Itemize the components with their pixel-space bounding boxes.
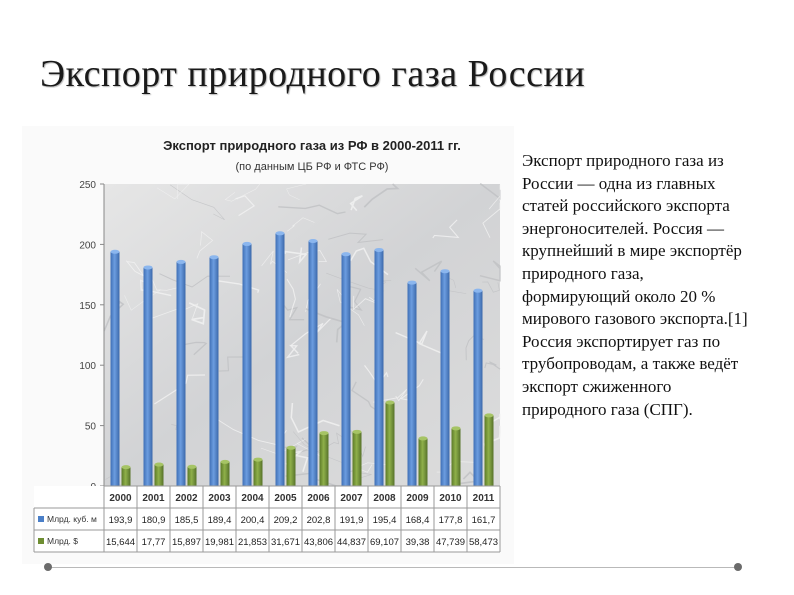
x-tick-label: 2004: [241, 493, 264, 504]
bar-value-2002: [188, 467, 197, 486]
y-tick-label: 150: [79, 300, 96, 312]
data-label: 44,837: [336, 537, 367, 548]
description-text: Экспорт природного газа из России — одна из главных статей российского экспорта энергоносителей. Россия — крупнейший в мире экспортёр природного газа, формирующий около 20 % мирового газового экспорта.[1] Россия экспортирует газ по трубопроводам, а также ведёт экспорт сжиженного природного газа (СПГ).: [522, 151, 748, 419]
bar-cap: [342, 252, 351, 256]
data-label: 69,107: [369, 537, 400, 548]
bar-volume-2002: [177, 262, 186, 486]
bar-cap: [485, 413, 494, 417]
bar-cap: [386, 401, 395, 405]
data-label: 43,806: [303, 537, 334, 548]
data-label: 39,38: [405, 537, 430, 548]
x-tick-label: 2002: [175, 493, 198, 504]
data-label: 185,5: [174, 515, 199, 526]
bar-cap: [111, 250, 120, 254]
data-label: 200,4: [240, 515, 265, 526]
x-tick-label: 2000: [109, 493, 132, 504]
bar-cap: [320, 431, 329, 435]
x-tick-label: 2008: [373, 493, 396, 504]
bar-value-2004: [254, 460, 263, 486]
bar-volume-2000: [111, 252, 120, 486]
bar-cap: [210, 255, 219, 259]
bar-volume-2005: [276, 233, 285, 486]
bar-volume-2011: [474, 291, 483, 486]
bar-cap: [177, 260, 186, 264]
bar-value-2008: [386, 403, 395, 486]
bar-cap: [144, 265, 153, 269]
bar-cap: [441, 269, 450, 273]
data-label: 193,9: [108, 515, 133, 526]
bar-volume-2010: [441, 271, 450, 486]
data-label: 209,2: [273, 515, 298, 526]
bar-cap: [353, 430, 362, 434]
bar-volume-2006: [309, 241, 318, 486]
data-label: 189,4: [207, 515, 232, 526]
bar-cap: [221, 460, 230, 464]
bar-volume-2008: [375, 250, 384, 486]
bar-value-2010: [452, 428, 461, 486]
bar-value-2001: [155, 465, 164, 486]
data-label: 21,853: [237, 537, 268, 548]
x-tick-label: 2009: [406, 493, 429, 504]
data-label: 168,4: [405, 515, 430, 526]
x-tick-label: 2006: [307, 493, 330, 504]
bar-cap: [419, 436, 428, 440]
data-label: 31,671: [270, 537, 301, 548]
bar-volume-2009: [408, 283, 417, 486]
bar-cap: [276, 231, 285, 235]
data-label: 161,7: [471, 515, 496, 526]
bar-cap: [408, 281, 417, 285]
bar-value-2007: [353, 432, 362, 486]
y-tick-label: 50: [84, 421, 96, 433]
legend-key: [38, 538, 44, 544]
bar-value-2005: [287, 448, 296, 486]
legend-key: [38, 516, 44, 522]
footer-dot-right: [734, 563, 742, 571]
bar-cap: [243, 242, 252, 246]
bar-cap: [309, 239, 318, 243]
data-label: 180,9: [141, 515, 166, 526]
bar-value-2006: [320, 433, 329, 486]
bar-volume-2004: [243, 244, 252, 486]
x-tick-label: 2003: [208, 493, 231, 504]
data-label: 177,8: [438, 515, 463, 526]
data-label: 17,77: [141, 537, 166, 548]
bar-value-2000: [122, 467, 131, 486]
x-tick-label: 2001: [142, 493, 165, 504]
bar-value-2003: [221, 462, 230, 486]
data-label: 195,4: [372, 515, 397, 526]
footer-dot-left: [44, 563, 52, 571]
bar-cap: [287, 446, 296, 450]
x-tick-label: 2010: [439, 493, 462, 504]
bar-cap: [254, 458, 263, 462]
footer-divider: [48, 567, 738, 568]
y-tick-label: 100: [79, 361, 96, 373]
bar-cap: [155, 463, 164, 467]
bar-cap: [452, 426, 461, 430]
x-tick-label: 2005: [274, 493, 297, 504]
legend-label: Млрд. $: [47, 536, 78, 546]
data-label: 191,9: [339, 515, 364, 526]
y-tick-label: 200: [79, 240, 96, 252]
bar-volume-2007: [342, 254, 351, 486]
bar-value-2009: [419, 438, 428, 486]
data-label: 58,473: [468, 537, 499, 548]
bar-cap: [474, 289, 483, 293]
chart-image: [22, 126, 514, 564]
data-label: 15,897: [171, 537, 202, 548]
bar-volume-2001: [144, 267, 153, 486]
data-label: 47,739: [435, 537, 466, 548]
bar-cap: [122, 465, 131, 469]
y-tick-label: 250: [79, 180, 96, 191]
slide-title: Экспорт природного газа России: [40, 53, 586, 95]
data-label: 19,981: [204, 537, 235, 548]
gas-export-chart: [22, 126, 514, 564]
bar-cap: [375, 248, 384, 252]
x-tick-label: 2011: [472, 493, 495, 504]
x-tick-label: 2007: [340, 493, 363, 504]
bar-value-2011: [485, 415, 494, 486]
data-label: 15,644: [105, 537, 136, 548]
legend-label: Млрд. куб. м: [47, 514, 97, 524]
bar-volume-2003: [210, 257, 219, 486]
data-label: 202,8: [306, 515, 331, 526]
bar-cap: [188, 465, 197, 469]
data-table: [34, 486, 500, 552]
chart-subtitle: (по данным ЦБ РФ и ФТС РФ): [235, 161, 389, 173]
chart-title: Экспорт природного газа из РФ в 2000-2011 гг.: [163, 138, 461, 153]
